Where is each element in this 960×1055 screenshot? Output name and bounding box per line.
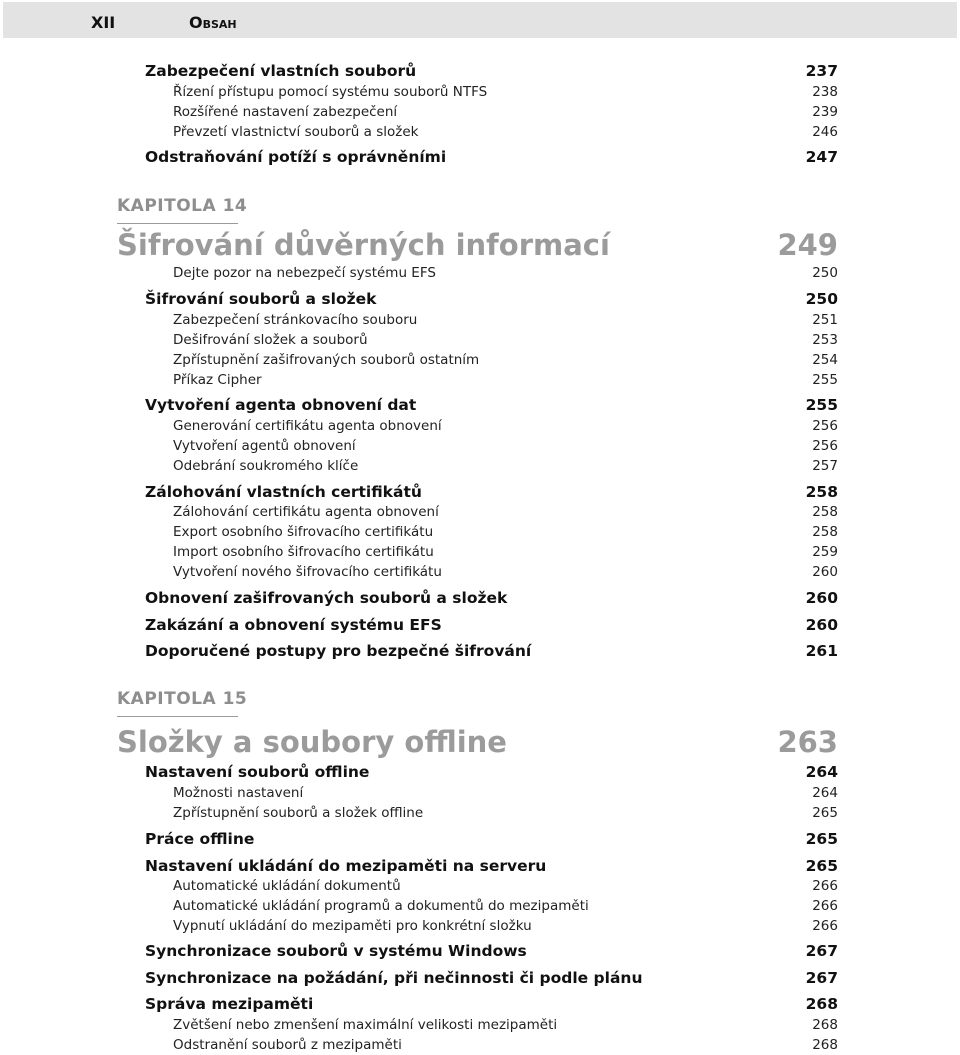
toc-entry — [173, 438, 838, 454]
chapter-rule — [117, 716, 238, 717]
toc-entry — [173, 265, 838, 281]
toc-entry-page: 268 — [805, 995, 838, 1013]
toc-entry — [173, 898, 838, 914]
toc-entry — [145, 857, 838, 875]
toc-entry — [173, 564, 838, 580]
chapter-title-text: Složky a soubory offline — [117, 725, 507, 759]
toc-entry-title: Zvětšení nebo zmenšení maximální velikosti mezipaměti — [173, 1017, 558, 1033]
toc-entry — [173, 458, 838, 474]
toc-entry — [145, 642, 838, 660]
toc-entry-page: 256 — [812, 418, 838, 434]
toc-entry-title: Generování certifikátu agenta obnovení — [173, 418, 442, 434]
chapter-title — [117, 725, 838, 759]
section-title: Obsah — [189, 13, 237, 32]
toc-entry-title: Odstraňování potíží s oprávněními — [145, 148, 447, 166]
toc-entry — [173, 878, 838, 894]
toc-entry-title: Vytvoření nového šifrovacího certifikátu — [173, 564, 442, 580]
toc-entry-title: Zabezpečení vlastních souborů — [145, 62, 417, 80]
chapter-label: KAPITOLA 15 — [117, 689, 248, 709]
toc-entry-page: 239 — [812, 104, 838, 120]
toc-entry-page: 266 — [812, 918, 838, 934]
toc-entry — [173, 418, 838, 434]
toc-entry — [145, 483, 838, 501]
toc-entry-page: 257 — [812, 458, 838, 474]
toc-entry-page: 255 — [805, 396, 838, 414]
toc-entry — [145, 148, 838, 166]
toc-entry — [173, 805, 838, 821]
toc-entry-page: 237 — [805, 62, 838, 80]
toc-entry — [145, 942, 838, 960]
toc-entry-title: Zpřístupnění souborů a složek offline — [173, 805, 424, 821]
toc-entry-page: 265 — [805, 857, 838, 875]
toc-entry-title: Práce offline — [145, 830, 255, 848]
toc-entry — [173, 504, 838, 520]
toc-entry-title: Dejte pozor na nebezpečí systému EFS — [173, 265, 436, 281]
toc-entry-title: Synchronizace souborů v systému Windows — [145, 942, 527, 960]
toc-entry-page: 254 — [812, 352, 838, 368]
toc-entry-title: Zálohování vlastních certifikátů — [145, 483, 422, 501]
toc-entry — [173, 1017, 838, 1033]
toc-entry — [173, 544, 838, 560]
toc-entry — [173, 104, 838, 120]
toc-entry — [173, 352, 838, 368]
toc-entry-title: Vytvoření agentů obnovení — [173, 438, 356, 454]
toc-entry-page: 260 — [805, 616, 838, 634]
toc-entry-title: Doporučené postupy pro bezpečné šifrování — [145, 642, 532, 660]
toc-entry — [145, 830, 838, 848]
toc-entry-page: 266 — [812, 898, 838, 914]
toc-entry-title: Zpřístupnění zašifrovaných souborů ostatním — [173, 352, 480, 368]
toc-entry — [173, 332, 838, 348]
toc-entry-title: Šifrování souborů a složek — [145, 290, 377, 308]
toc-entry-page: 268 — [812, 1017, 838, 1033]
toc-entry-title: Odstranění souborů z mezipaměti — [173, 1037, 402, 1053]
toc-entry-title: Import osobního šifrovacího certifikátu — [173, 544, 434, 560]
chapter-title-page: 249 — [777, 228, 838, 262]
toc-entry — [173, 84, 838, 100]
toc-entry-page: 265 — [805, 830, 838, 848]
toc-entry — [173, 124, 838, 140]
toc-entry-title: Dešifrování složek a souborů — [173, 332, 368, 348]
toc-entry-title: Synchronizace na požádání, při nečinnosti či podle plánu — [145, 969, 643, 987]
toc-entry-page: 264 — [805, 763, 838, 781]
toc-entry-title: Automatické ukládání programů a dokumentů do mezipaměti — [173, 898, 589, 914]
toc-entry — [145, 995, 838, 1013]
toc-entry-page: 253 — [812, 332, 838, 348]
toc-entry — [173, 1037, 838, 1053]
toc-entry — [173, 785, 838, 801]
toc-entry-title: Řízení přístupu pomocí systému souborů NTFS — [173, 84, 488, 100]
toc-entry-page: 267 — [805, 969, 838, 987]
chapter-title — [117, 228, 838, 262]
toc-entry-page: 247 — [805, 148, 838, 166]
toc-entry-page: 260 — [805, 589, 838, 607]
chapter-label: KAPITOLA 14 — [117, 196, 248, 216]
toc-entry-page: 259 — [812, 544, 838, 560]
toc-entry-title: Vypnutí ukládání do mezipaměti pro konkrétní složku — [173, 918, 532, 934]
toc-entry-page: 246 — [812, 124, 838, 140]
toc-entry-title: Příkaz Cipher — [173, 372, 262, 388]
toc-entry-page: 256 — [812, 438, 838, 454]
toc-entry-title: Nastavení souborů offline — [145, 763, 370, 781]
toc-entry — [173, 312, 838, 328]
toc-entry-title: Zakázání a obnovení systému EFS — [145, 616, 442, 634]
toc-entry-page: 258 — [805, 483, 838, 501]
toc-entry-title: Odebrání soukromého klíče — [173, 458, 359, 474]
toc-entry-page: 255 — [812, 372, 838, 388]
toc-entry — [173, 918, 838, 934]
toc-entry-title: Zálohování certifikátu agenta obnovení — [173, 504, 439, 520]
page-number: XII — [91, 13, 116, 32]
toc-entry-page: 266 — [812, 878, 838, 894]
toc-entry-title: Možnosti nastavení — [173, 785, 304, 801]
chapter-title-page: 263 — [777, 725, 838, 759]
toc-entry — [145, 969, 838, 987]
chapter-title-text: Šifrování důvěrných informací — [117, 228, 610, 262]
toc-entry-title: Nastavení ukládání do mezipaměti na serveru — [145, 857, 547, 875]
toc-entry-page: 250 — [812, 265, 838, 281]
toc-entry-page: 238 — [812, 84, 838, 100]
toc-entry-title: Převzetí vlastnictví souborů a složek — [173, 124, 419, 140]
toc-entry-title: Zabezpečení stránkovacího souboru — [173, 312, 418, 328]
toc-entry-title: Obnovení zašifrovaných souborů a složek — [145, 589, 508, 607]
toc-entry — [173, 372, 838, 388]
toc-entry-page: 251 — [812, 312, 838, 328]
toc-entry-page: 258 — [812, 504, 838, 520]
page-header — [3, 2, 957, 38]
toc-entry-title: Vytvoření agenta obnovení dat — [145, 396, 417, 414]
toc-entry-page: 250 — [805, 290, 838, 308]
chapter-rule — [117, 223, 238, 224]
toc-entry — [145, 290, 838, 308]
toc-entry-page: 260 — [812, 564, 838, 580]
toc-entry-title: Export osobního šifrovacího certifikátu — [173, 524, 434, 540]
toc-entry-title: Rozšířené nastavení zabezpečení — [173, 104, 398, 120]
toc-entry — [145, 396, 838, 414]
toc-entry — [145, 763, 838, 781]
toc-entry-title: Správa mezipaměti — [145, 995, 314, 1013]
toc-entry — [145, 62, 838, 80]
toc-entry-page: 268 — [812, 1037, 838, 1053]
toc-entry — [145, 616, 838, 634]
toc-entry-page: 261 — [805, 642, 838, 660]
toc-entry — [145, 589, 838, 607]
toc-entry-page: 267 — [805, 942, 838, 960]
toc-entry-page: 264 — [812, 785, 838, 801]
toc-entry-title: Automatické ukládání dokumentů — [173, 878, 401, 894]
toc-entry-page: 258 — [812, 524, 838, 540]
toc-entry-page: 265 — [812, 805, 838, 821]
toc-entry — [173, 524, 838, 540]
